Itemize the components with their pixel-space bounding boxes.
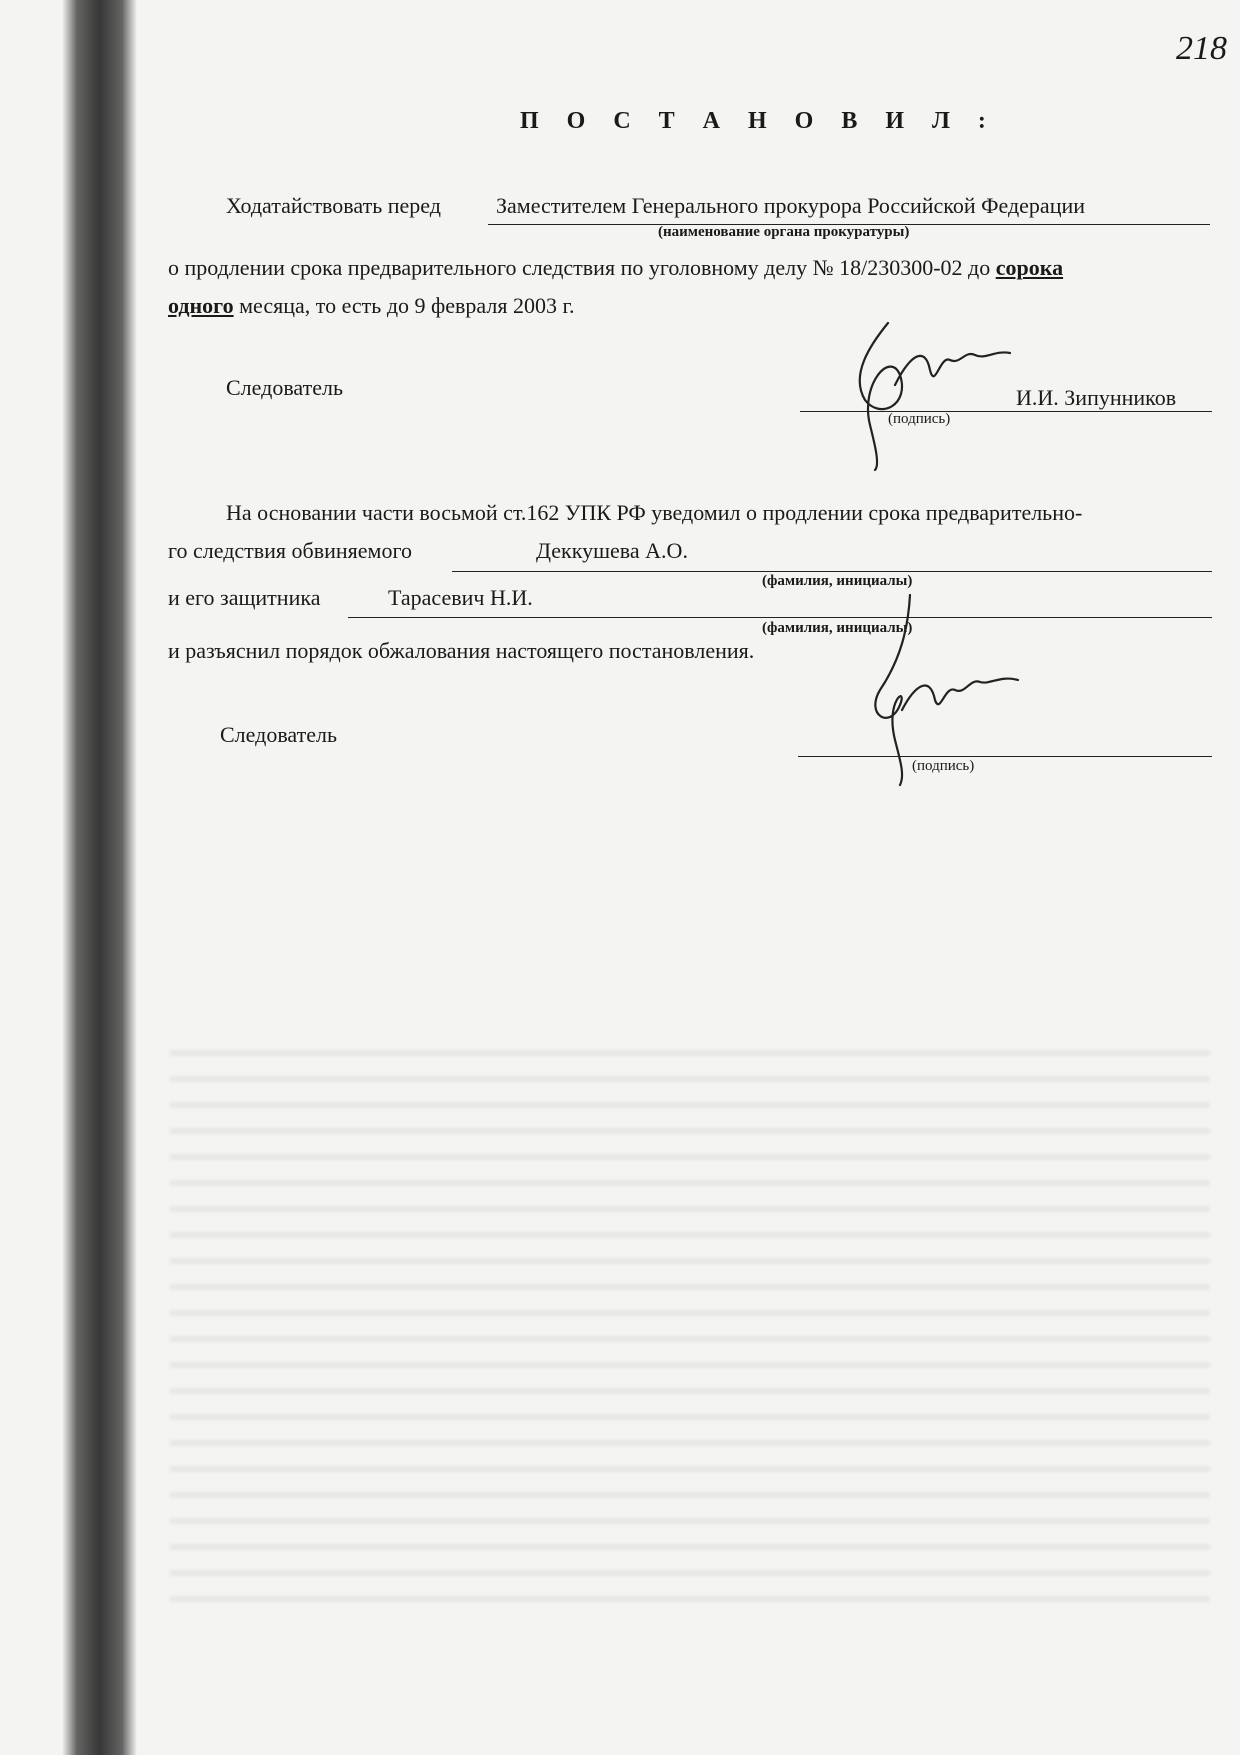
investigator-label-1: Следователь [226, 375, 344, 400]
petition-line-3-text: месяца, то есть до 9 февраля 2003 г. [239, 293, 575, 318]
investigator-label-2: Следователь [220, 722, 338, 747]
resolution-heading: П О С Т А Н О В И Л : [520, 108, 997, 134]
accused-line [452, 571, 1212, 572]
authority-caption: (наименование органа прокуратуры) [658, 224, 910, 240]
page-number: 218 [1176, 30, 1227, 67]
accused-caption: (фамилия, инициалы) [762, 573, 913, 589]
investigator-signature-2 [840, 590, 1020, 790]
term-bold-1: сорока [995, 255, 1064, 280]
notice-line-2: го следствия обвиняемого [168, 538, 412, 563]
petition-line-3 [168, 293, 575, 319]
investigator-name: И.И. Зипунников [1016, 385, 1177, 410]
petition-line-2 [168, 255, 1063, 281]
defender-label: и его защитника [168, 585, 321, 610]
defender-line [348, 617, 1212, 618]
scan-binding-shadow [62, 0, 137, 1755]
authority-name: Заместителем Генерального прокурора Российской Федерации [496, 193, 1086, 218]
investigator-signature-1 [840, 315, 1020, 475]
notice-line-1: На основании части восьмой ст.162 УПК РФ уведомил о продлении срока предварительно- [226, 500, 1083, 525]
signature-caption-1: (подпись) [888, 411, 951, 427]
signature-caption-2: (подпись) [912, 758, 975, 774]
petition-line-2-text: о продлении срока предварительного следствия по уголовному делу № 18/230300-02 до [168, 255, 991, 280]
defender-caption: (фамилия, инициалы) [762, 620, 913, 636]
term-bold-2: одного [168, 293, 234, 318]
bleed-through-text [170, 1050, 1210, 1610]
petition-lead: Ходатайствовать перед [226, 193, 441, 218]
accused-name: Деккушева А.О. [536, 538, 688, 563]
defender-name: Тарасевич Н.И. [388, 585, 533, 610]
notice-line-4: и разъяснил порядок обжалования настоящего постановления. [168, 638, 755, 663]
